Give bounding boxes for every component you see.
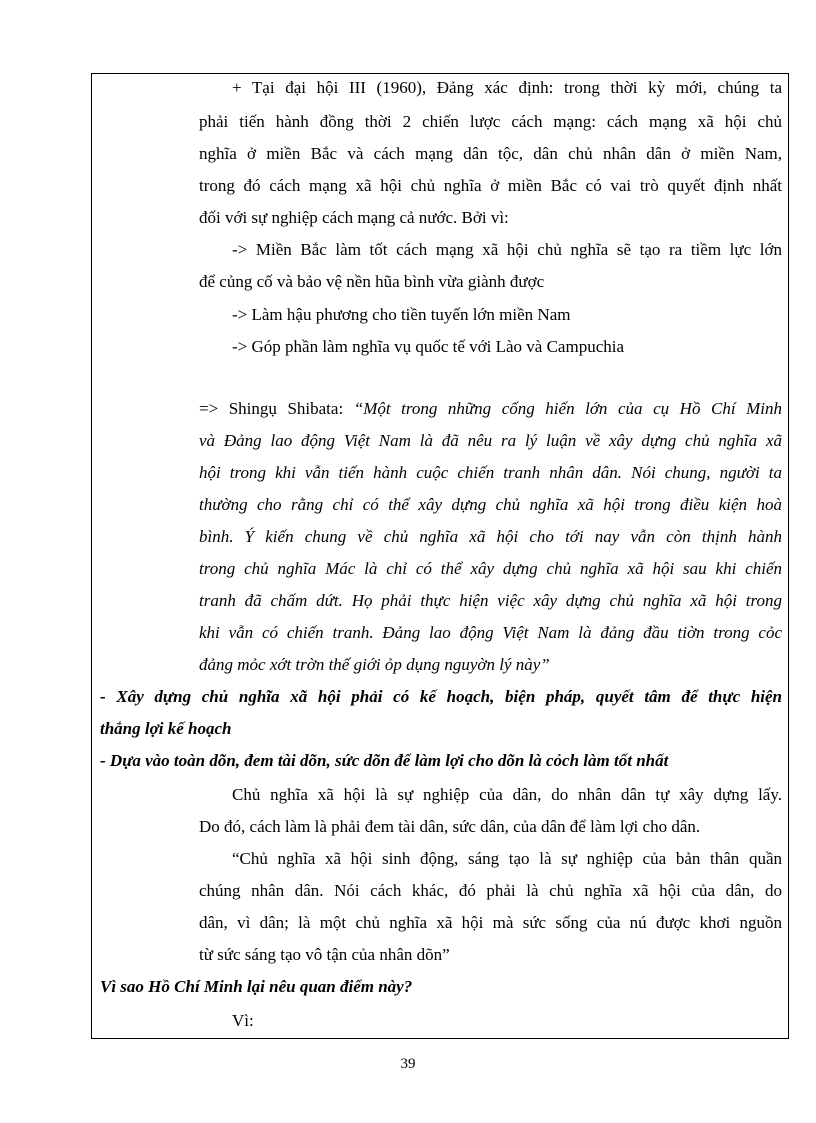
text-line: Do đó, cách làm là phải đem tài dân, sức dân, của dân để làm lợi cho dân. (199, 817, 701, 836)
text-line: phải tiến hành đồng thời 2 chiến lược cách mạng: cách mạng xã hội chủ (199, 112, 782, 131)
quote-attribution: => Shingụ Shibata: (199, 399, 354, 418)
quote-line: hội trong khi vẫn tiến hành cuộc chiến tranh nhân dân. Nói chung, người ta (199, 463, 782, 482)
heading-line: - Xây dựng chủ nghĩa xã hội phải có kế hoạch, biện pháp, quyết tâm để thực hiện (100, 687, 782, 706)
quote-text: “Một trong những cống hiến lớn của cụ Hồ Chí Minh (353, 399, 782, 418)
quote-line: đảng mỏc xớt trờn thế giới ỏp dụng nguyờn lý này” (199, 655, 550, 674)
heading-line: thắng lợi kế hoạch (100, 719, 232, 738)
text-line: trong đó cách mạng xã hội chủ nghĩa ở miền Bắc có vai trò quyết định nhất (199, 176, 782, 195)
text-line: dân, vì dân; là một chủ nghĩa xã hội mà sức sống của nú được khơi nguồn (199, 913, 782, 932)
heading-line: - Dựa vào toàn dõn, đem tài dõn, sức dõn để làm lợi cho dõn là cỏch làm tốt nhất (100, 751, 669, 770)
text-line: chúng nhân dân. Nói cách khác, đó phải là chủ nghĩa xã hội của dân, do (199, 881, 782, 900)
quote-line: khi vẫn có chiến tranh. Đảng lao động Việt Nam là đảng đầu tiờn trong cỏc (199, 623, 782, 642)
text-line: nghĩa ở miền Bắc và cách mạng dân tộc, dân chủ nhân dân ở miền Nam, (199, 144, 782, 163)
quote-line: thường cho rằng chỉ có thể xây dựng chủ nghĩa xã hội trong điều kiện hoà (199, 495, 782, 514)
text-line: “Chủ nghĩa xã hội sinh động, sáng tạo là sự nghiệp của bản thân quần (232, 849, 782, 868)
text-line: -> Miền Bắc làm tốt cách mạng xã hội chủ nghĩa sẽ tạo ra tiềm lực lớn (232, 240, 782, 259)
text-line: từ sức sáng tạo vô tận của nhân dõn” (199, 945, 450, 964)
text-line: + Tại đại hội III (1960), Đảng xác định: trong thời kỳ mới, chúng ta (232, 78, 782, 97)
text-line: Vì: (232, 1011, 254, 1030)
text-line: -> Làm hậu phương cho tiền tuyến lớn miền Nam (232, 305, 571, 324)
quote-line: trong chủ nghĩa Mác là chỉ có thể xây dựng chủ nghĩa xã hội sau khi chiến (199, 559, 782, 578)
text-line: để củng cố và bảo vệ nền hũa bình vừa giành được (199, 272, 545, 291)
quote-line: bình. Ý kiến chung về chủ nghĩa xã hội cho tới nay vẫn còn thịnh hành (199, 527, 782, 546)
text-line: đối với sự nghiệp cách mạng cả nước. Bởi vì: (199, 208, 509, 227)
quote-line: và Đảng lao động Việt Nam là đã nêu ra lý luận về xây dựng chủ nghĩa xã (199, 431, 782, 450)
page-number: 39 (400, 1056, 416, 1072)
question-line: Vì sao Hồ Chí Minh lại nêu quan điểm này? (100, 977, 413, 996)
text-line: Chủ nghĩa xã hội là sự nghiệp của dân, do nhân dân tự xây dựng lấy. (232, 785, 782, 804)
quote-line (199, 398, 782, 420)
text-line: -> Góp phần làm nghĩa vụ quốc tế với Lào và Campuchia (232, 337, 625, 356)
quote-line: tranh đã chấm dứt. Họ phải thực hiện việc xây dựng chủ nghĩa xã hội trong (199, 591, 782, 610)
